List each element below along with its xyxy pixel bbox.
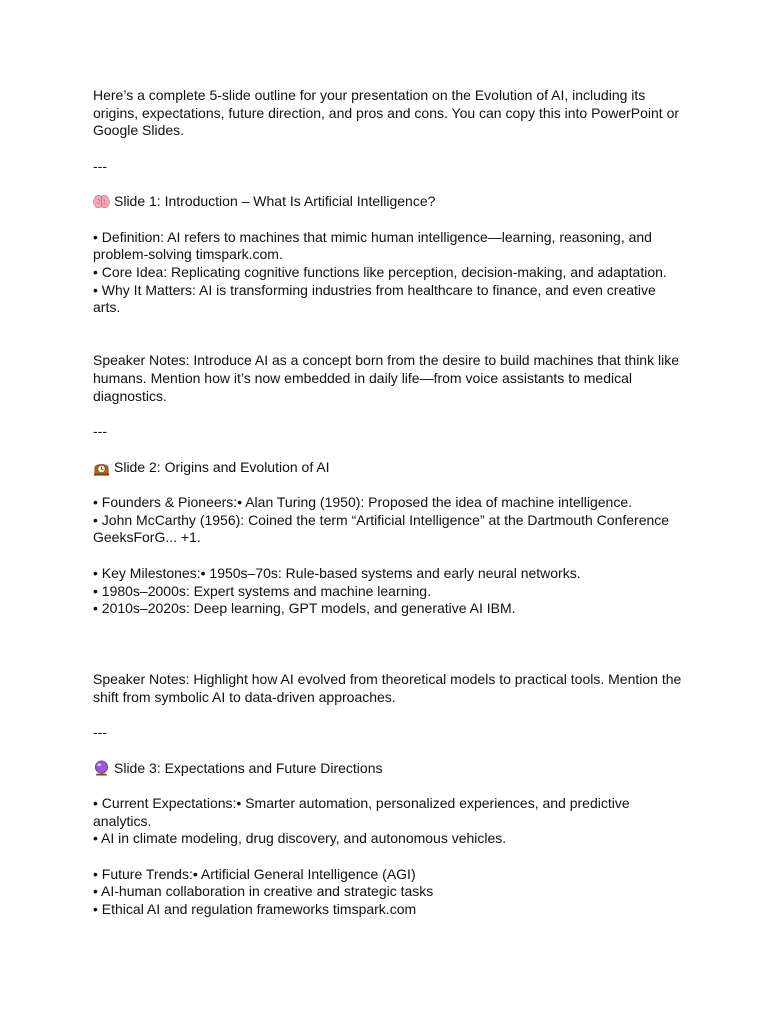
slide-3-bullet: • Future Trends:• Artificial General Intelligence (AGI)	[93, 865, 416, 882]
separator: ---	[93, 423, 107, 440]
document-body	[93, 87, 683, 919]
separator: ---	[93, 157, 107, 174]
slide-2-title-text: Slide 2: Origins and Evolution of AI	[114, 458, 330, 475]
slide-1-title-text: Slide 1: Introduction – What Is Artificial Intelligence?	[114, 193, 436, 210]
separator: ---	[93, 724, 107, 741]
crystal-ball-icon	[93, 760, 110, 776]
slide-1-bullet: • Definition: AI refers to machines that mimic human intelligence—learning, reasoning, and problem-solving timspark.com.	[93, 228, 652, 263]
slide-3-bullet: • Current Expectations:• Smarter automation, personalized experiences, and predictive analytics.	[93, 794, 630, 829]
slide-2-bullet: • 1980s–2000s: Expert systems and machine learning.	[93, 582, 431, 599]
slide-1-bullet: • Why It Matters: AI is transforming industries from healthcare to finance, and even creative arts.	[93, 281, 656, 316]
slide-3-bullet: • Ethical AI and regulation frameworks timspark.com	[93, 901, 417, 918]
mantelpiece-clock-icon	[93, 460, 110, 476]
slide-3-title-text: Slide 3: Expectations and Future Directions	[114, 759, 383, 776]
slide-2-bullet: • John McCarthy (1956): Coined the term “Artificial Intelligence” at the Dartmouth Conference GeeksForG... +1.	[93, 511, 670, 546]
slide-2-title	[93, 459, 683, 477]
slide-2-speaker-notes: Speaker Notes: Highlight how AI evolved from theoretical models to practical tools. Mention the shift from symbolic AI to data-driven approaches.	[93, 671, 682, 705]
slide-1-title	[93, 193, 683, 211]
slide-1-speaker-notes: Speaker Notes: Introduce AI as a concept born from the desire to build machines that think like humans. Mention how it’s now embedded in daily life—from voice assistants to medical diagnostics.	[93, 352, 679, 404]
slide-2-bullet: • Founders & Pioneers:• Alan Turing (1950): Proposed the idea of machine intelligence.	[93, 494, 633, 511]
slide-1-bullet: • Core Idea: Replicating cognitive functions like perception, decision-making, and adaptation.	[93, 263, 667, 280]
slide-3-title	[93, 760, 683, 778]
slide-3-bullet: • AI-human collaboration in creative and strategic tasks	[93, 883, 434, 900]
slide-2-bullet: • 2010s–2020s: Deep learning, GPT models, and generative AI IBM.	[93, 600, 516, 617]
brain-icon	[93, 194, 110, 210]
intro-paragraph: Here’s a complete 5-slide outline for your presentation on the Evolution of AI, including its origins, expectations, future direction, and pros and cons. You can copy this into PowerPoint or Google Slides.	[93, 87, 680, 139]
slide-2-bullet: • Key Milestones:• 1950s–70s: Rule-based systems and early neural networks.	[93, 564, 581, 581]
slide-3-bullet: • AI in climate modeling, drug discovery, and autonomous vehicles.	[93, 830, 507, 847]
